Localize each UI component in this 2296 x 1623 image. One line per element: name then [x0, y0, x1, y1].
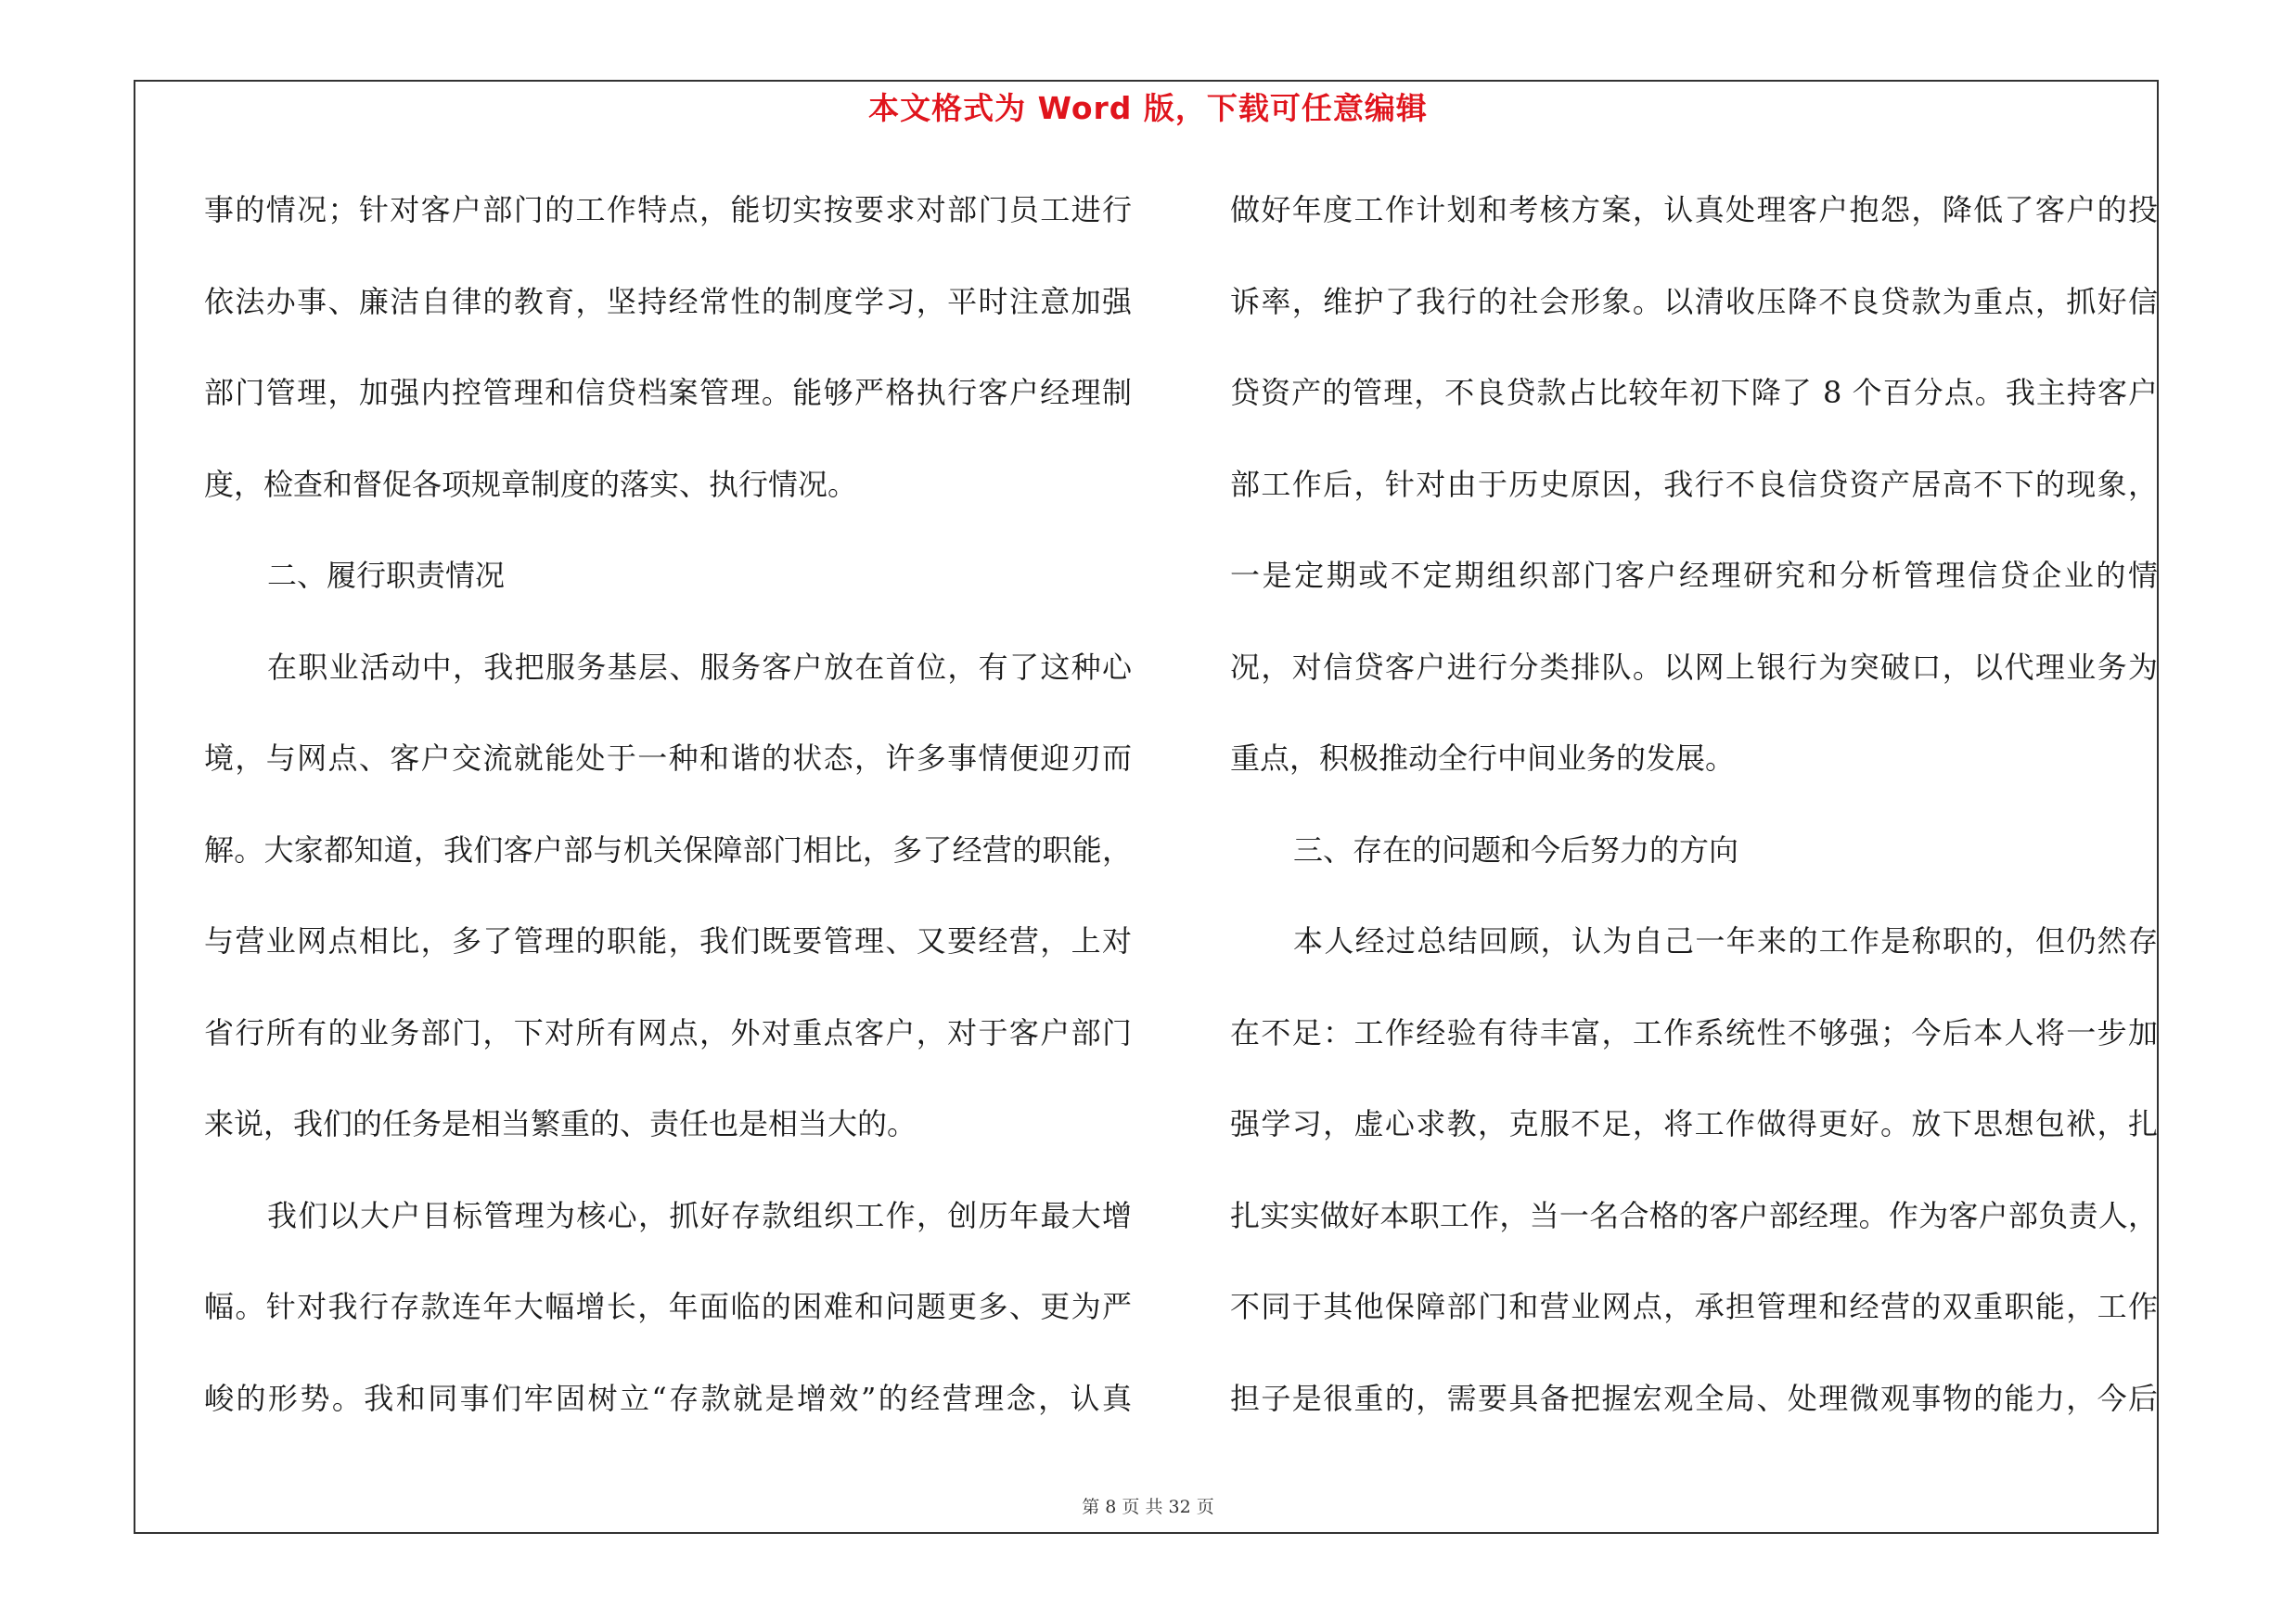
text-line: 本人经过总结回顾，认为自己一年来的工作是称职的，但仍然存 — [1293, 923, 2158, 959]
text-line: 度，检查和督促各项规章制度的落实、执行情况。 — [204, 466, 858, 502]
text-line: 部工作后，针对由于历史原因，我行不良信贷资产居高不下的现象， — [1230, 466, 2158, 502]
text-line: 来说，我们的任务是相当繁重的、责任也是相当大的。 — [204, 1106, 917, 1141]
page-number-footer: 第 8 页 共 32 页 — [1082, 1497, 1214, 1517]
text-line: 一是定期或不定期组织部门客户经理研究和分析管理信贷企业的情 — [1230, 558, 2158, 593]
text-line: 不同于其他保障部门和营业网点，承担管理和经营的双重职能，工作 — [1230, 1289, 2158, 1324]
text-line: 依法办事、廉洁自律的教育，坚持经常性的制度学习，平时注意加强 — [204, 283, 1132, 319]
text-line: 做好年度工作计划和考核方案，认真处理客户抱怨，降低了客户的投 — [1230, 192, 2158, 227]
text-line: 事的情况；针对客户部门的工作特点，能切实按要求对部门员工进行 — [204, 192, 1132, 227]
text-line: 幅。针对我行存款连年大幅增长，年面临的困难和问题更多、更为严 — [204, 1289, 1132, 1324]
text-line: 强学习，虚心求教，克服不足，将工作做得更好。放下思想包袱，扎 — [1230, 1106, 2158, 1141]
text-line: 重点，积极推动全行中间业务的发展。 — [1230, 741, 1736, 776]
text-line: 贷资产的管理，不良贷款占比较年初下降了 8 个百分点。我主持客户 — [1230, 375, 2158, 410]
text-line: 与营业网点相比，多了管理的职能，我们既要管理、又要经营，上对 — [204, 923, 1132, 959]
text-line: 部门管理，加强内控管理和信贷档案管理。能够严格执行客户经理制 — [204, 375, 1132, 410]
text-line: 境，与网点、客户交流就能处于一种和谐的状态，许多事情便迎刃而 — [204, 741, 1132, 776]
text-line: 扎实实做好本职工作，当一名合格的客户部经理。作为客户部负责人， — [1230, 1197, 2158, 1233]
text-line: 诉率，维护了我行的社会形象。以清收压降不良贷款为重点，抓好信 — [1230, 283, 2158, 319]
text-line: 在职业活动中，我把服务基层、服务客户放在首位，有了这种心 — [267, 649, 1132, 685]
text-line: 在不足：工作经验有待丰富，工作系统性不够强；今后本人将一步加 — [1230, 1014, 2158, 1050]
text-line: 峻的形势。我和同事们牢固树立“存款就是增效”的经营理念，认真 — [204, 1380, 1132, 1416]
right-text-column — [1230, 182, 2158, 1462]
text-line: 我们以大户目标管理为核心，抓好存款组织工作，创历年最大增 — [267, 1197, 1132, 1233]
text-line: 解。大家都知道，我们客户部与机关保障部门相比，多了经营的职能， — [204, 831, 1132, 868]
text-line: 省行所有的业务部门，下对所有网点，外对重点客户，对于客户部门 — [204, 1014, 1132, 1050]
text-line: 担子是很重的，需要具备把握宏观全局、处理微观事物的能力，今后 — [1230, 1380, 2158, 1416]
left-text-column — [204, 182, 1132, 1462]
text-line: 三、存在的问题和今后努力的方向 — [1293, 831, 1739, 868]
format-notice-banner: 本文格式为 Word 版，下载可任意编辑 — [868, 90, 1428, 126]
text-line: 况，对信贷客户进行分类排队。以网上银行为突破口，以代理业务为 — [1230, 649, 2158, 685]
text-line: 二、履行职责情况 — [267, 558, 506, 593]
